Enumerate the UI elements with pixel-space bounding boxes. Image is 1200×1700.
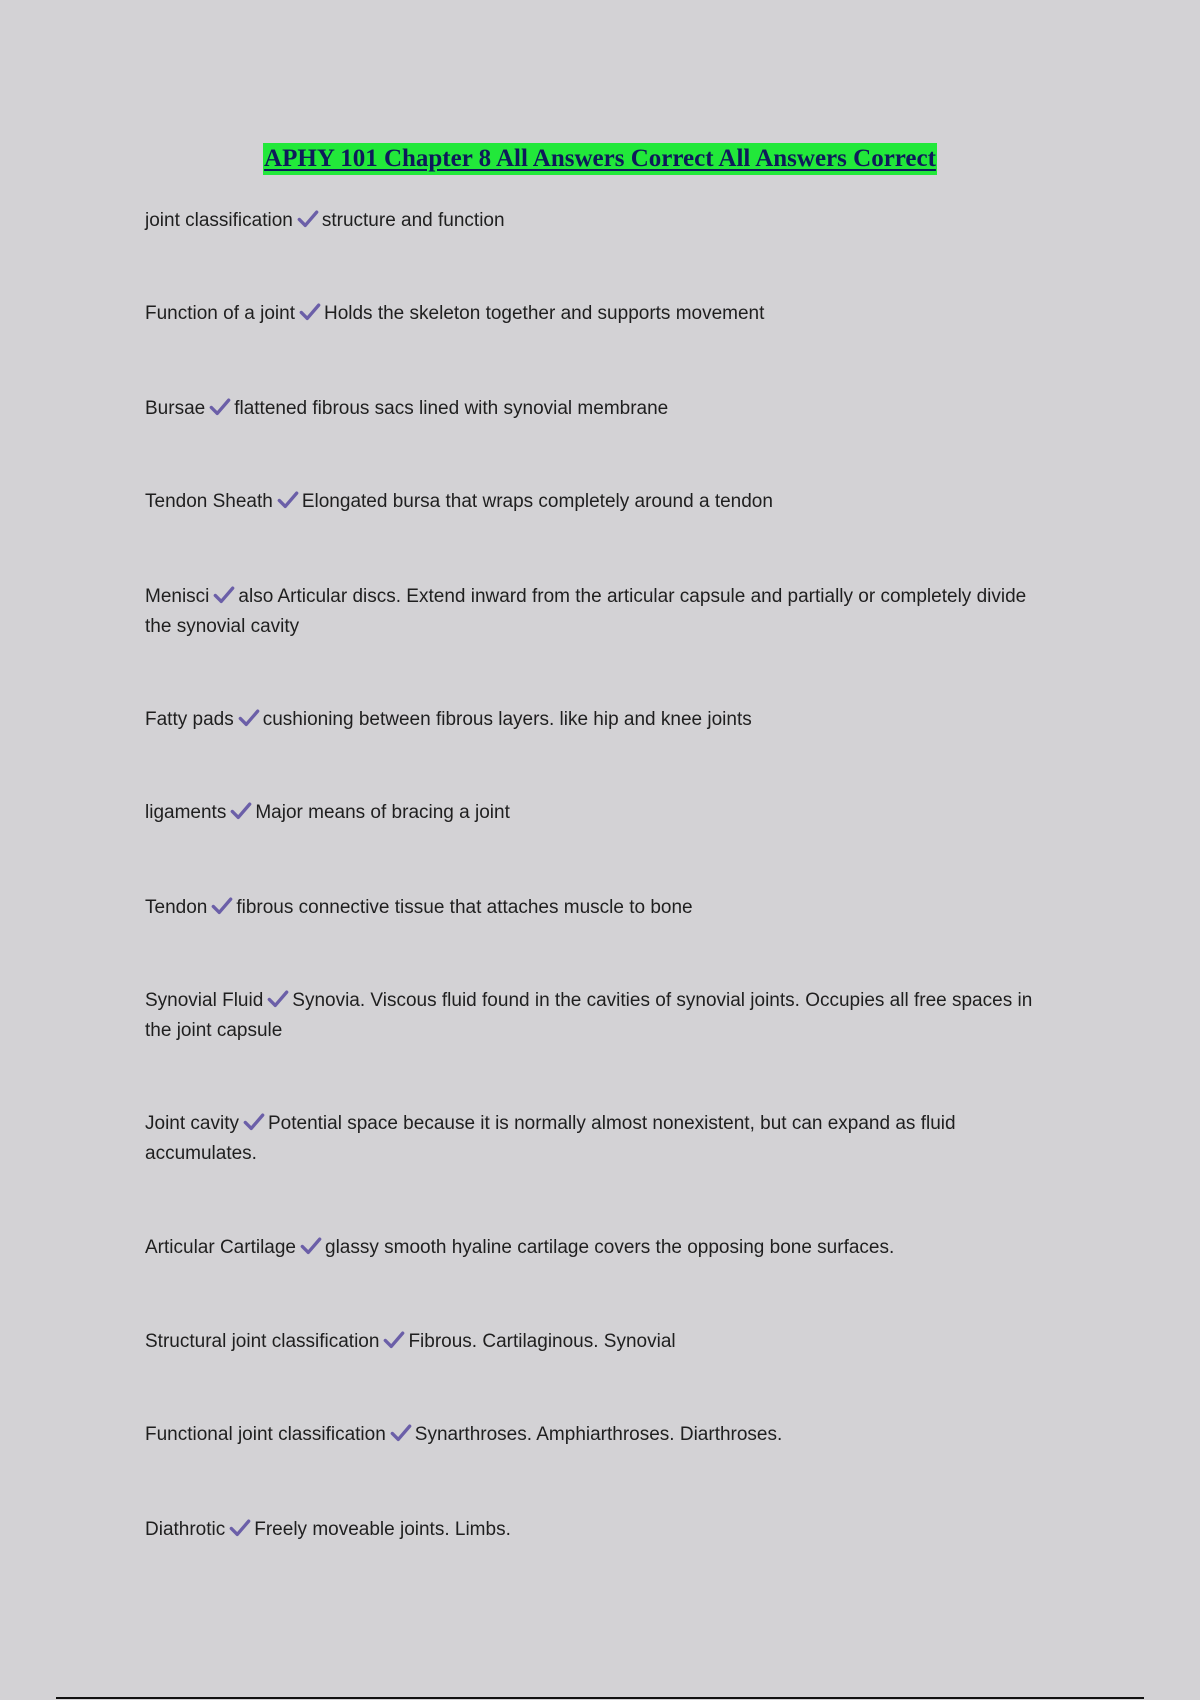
- term: ligaments: [145, 802, 227, 823]
- checkmark-icon: [238, 707, 260, 729]
- answer: glassy smooth hyaline cartilage covers the opposing bone surfaces.: [325, 1237, 895, 1258]
- answer: Freely moveable joints. Limbs.: [254, 1519, 511, 1540]
- qa-item: [145, 487, 1045, 517]
- term: Menisci: [145, 586, 210, 607]
- checkmark-icon: [243, 1111, 265, 1133]
- checkmark-icon: [229, 1517, 251, 1539]
- term: Joint cavity: [145, 1113, 239, 1134]
- checkmark-icon: [277, 489, 299, 511]
- checkmark-icon: [213, 584, 235, 606]
- term: Tendon: [145, 897, 208, 918]
- answer: Synarthroses. Amphiarthroses. Diarthroses.: [414, 1424, 783, 1445]
- qa-item: [145, 893, 1045, 923]
- qa-item: [145, 1233, 1045, 1263]
- answer: cushioning between fibrous layers. like hip and knee joints: [262, 709, 752, 730]
- term: Articular Cartilage: [145, 1237, 296, 1258]
- term: Bursae: [145, 398, 206, 419]
- qa-item: [145, 206, 1045, 236]
- checkmark-icon: [390, 1422, 412, 1444]
- answer: Fibrous. Cartilaginous. Synovial: [408, 1331, 676, 1352]
- qa-item: [145, 1327, 1045, 1357]
- checkmark-icon: [383, 1329, 405, 1351]
- qa-item: [145, 986, 1045, 1046]
- qa-item: [145, 394, 1045, 424]
- term: Function of a joint: [145, 303, 295, 324]
- answer: Potential space because it is normally almost nonexistent, but can expand as fluid accumulates.: [145, 1113, 956, 1164]
- qa-item: [145, 582, 1045, 642]
- term: joint classification: [145, 210, 293, 231]
- qa-item: [145, 705, 1045, 735]
- checkmark-icon: [300, 1235, 322, 1257]
- answer: Elongated bursa that wraps completely around a tendon: [301, 491, 773, 512]
- title-container: [0, 143, 1200, 175]
- checkmark-icon: [267, 988, 289, 1010]
- checkmark-icon: [299, 301, 321, 323]
- document-title: APHY 101 Chapter 8 All Answers Correct All Answers Correct: [263, 143, 937, 175]
- answer: structure and function: [321, 210, 505, 231]
- qa-item: [145, 1109, 1045, 1169]
- answer: also Articular discs. Extend inward from the articular capsule and partially or completely divide the synovial cavity: [145, 586, 1027, 637]
- term: Synovial Fluid: [145, 990, 264, 1011]
- qa-item: [145, 299, 1045, 329]
- term: Fatty pads: [145, 709, 234, 730]
- qa-item: [145, 1515, 1045, 1545]
- footer-divider: [56, 1697, 1144, 1699]
- qa-item: [145, 798, 1045, 828]
- answer: Holds the skeleton together and supports movement: [323, 303, 765, 324]
- answer: Synovia. Viscous fluid found in the cavities of synovial joints. Occupies all free spaces in the joint capsule: [145, 990, 1033, 1041]
- answer: flattened fibrous sacs lined with synovial membrane: [234, 398, 669, 419]
- term: Tendon Sheath: [145, 491, 273, 512]
- term: Diathrotic: [145, 1519, 226, 1540]
- answer: Major means of bracing a joint: [255, 802, 510, 823]
- checkmark-icon: [211, 895, 233, 917]
- checkmark-icon: [209, 396, 231, 418]
- checkmark-icon: [297, 208, 319, 230]
- term: Structural joint classification: [145, 1331, 380, 1352]
- term: Functional joint classification: [145, 1424, 386, 1445]
- answer: fibrous connective tissue that attaches muscle to bone: [236, 897, 693, 918]
- qa-item: [145, 1420, 1045, 1450]
- checkmark-icon: [230, 800, 252, 822]
